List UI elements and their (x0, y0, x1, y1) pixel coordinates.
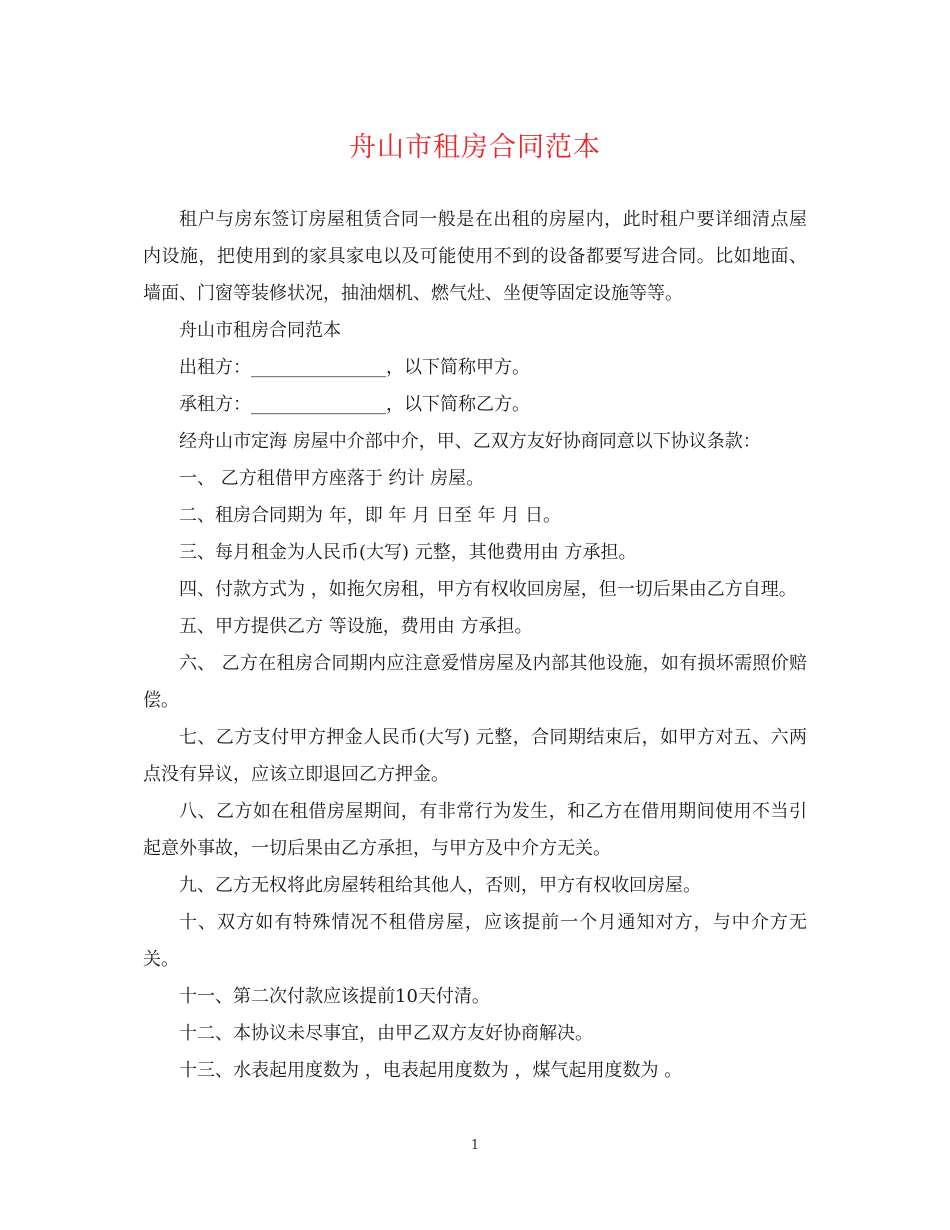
clause-13: 十三、水表起用度数为 ，电表起用度数为 ，煤气起用度数为 。 (179, 1060, 683, 1081)
clause-4: 四、付款方式为 ，如拖欠房租，甲方有权收回房屋，但一切后果由乙方自理。 (179, 579, 797, 600)
lessee-line: 承租方：_______________，以下简称乙方。 (179, 394, 530, 415)
agreement-line: 经舟山市定海 房屋中介部中介，甲、乙双方友好协商同意以下协议条款： (179, 431, 761, 452)
clause-9: 九、乙方无权将此房屋转租给其他人，否则，甲方有权收回房屋。 (179, 875, 701, 896)
clause-3: 三、每月租金为人民币(大写) 元整，其他费用由 方承担。 (179, 542, 637, 563)
clause-5: 五、甲方提供乙方 等设施，费用由 方承担。 (179, 616, 533, 637)
clause-12: 十二、本协议未尽事宜，由甲乙双方友好协商解决。 (179, 1023, 593, 1044)
clause-2: 二、租房合同期为 年，即 年 月 日至 年 月 日。 (179, 505, 562, 526)
clause-7: 七、乙方支付甲方押金人民币(大写) 元整，合同期结束后，如甲方对五、六两点没有异议，应该立即退回乙方押金。 (143, 727, 807, 785)
subtitle-line: 舟山市租房合同范本 (179, 320, 341, 341)
clause-6: 六、 乙方在租房合同期内应注意爱惜房屋及内部其他设施，如有损坏需照价赔偿。 (143, 653, 807, 711)
document-body (143, 201, 807, 1089)
clause-11: 十一、第二次付款应该提前10天付清。 (179, 986, 490, 1007)
clause-10: 十、双方如有特殊情况不租借房屋，应该提前一个月通知对方，与中介方无关。 (143, 912, 807, 970)
lessor-line: 出租方：_______________，以下简称甲方。 (179, 357, 530, 378)
document-title: 舟山市租房合同范本 (349, 132, 601, 163)
clause-8: 八、乙方如在租借房屋期间，有非常行为发生，和乙方在借用期间使用不当引起意外事故，一切后果由乙方承担，与甲方及中介方无关。 (143, 801, 807, 859)
clause-1: 一、 乙方租借甲方座落于 约计 房屋。 (179, 468, 485, 489)
page-number: 1 (470, 1138, 480, 1153)
intro-paragraph: 租户与房东签订房屋租赁合同一般是在出租的房屋内，此时租户要详细清点屋内设施，把使用到的家具家电以及可能使用不到的设备都要写进合同。比如地面、墙面、门窗等装修状况，抽油烟机、燃气灶、坐便等固定设施等等。 (143, 209, 807, 304)
